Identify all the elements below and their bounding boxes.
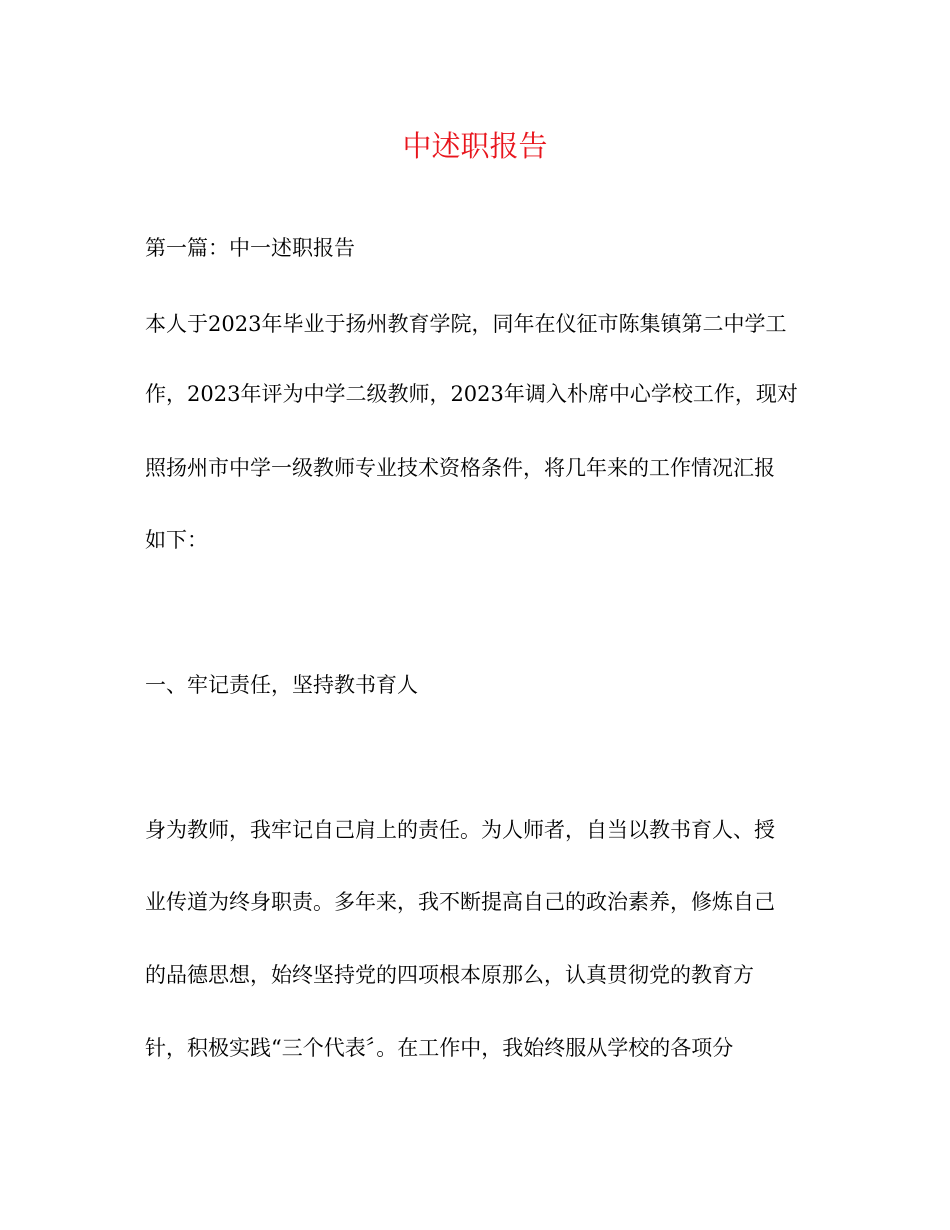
section-heading: 第一篇：中一述职报告: [145, 236, 355, 260]
part-one-heading: 一、牢记责任，坚持教书育人: [145, 673, 418, 697]
body-line-2: 业传道为终身职责。多年来，我不断提高自己的政治素养，修炼自己: [145, 890, 775, 914]
body-line-3: 的品德思想，始终坚持党的四项根本原那么，认真贯彻党的教育方: [145, 963, 754, 987]
intro-line-1: 本人于2023年毕业于扬州教育学院，同年在仪征市陈集镇第二中学工: [145, 312, 787, 336]
intro-line-3: 照扬州市中学一级教师专业技术资格条件，将几年来的工作情况汇报: [145, 456, 775, 480]
intro-line-2: 作，2023年评为中学二级教师，2023年调入朴席中心学校工作，现对: [145, 382, 798, 406]
document-title: 中述职报告: [402, 129, 548, 163]
body-line-1: 身为教师，我牢记自己肩上的责任。为人师者，自当以教书育人、授: [145, 818, 775, 842]
intro-line-4: 如下：: [145, 528, 208, 552]
body-line-4: 针，积极实践“三个代表〞。在工作中，我始终服从学校的各项分: [145, 1036, 734, 1060]
